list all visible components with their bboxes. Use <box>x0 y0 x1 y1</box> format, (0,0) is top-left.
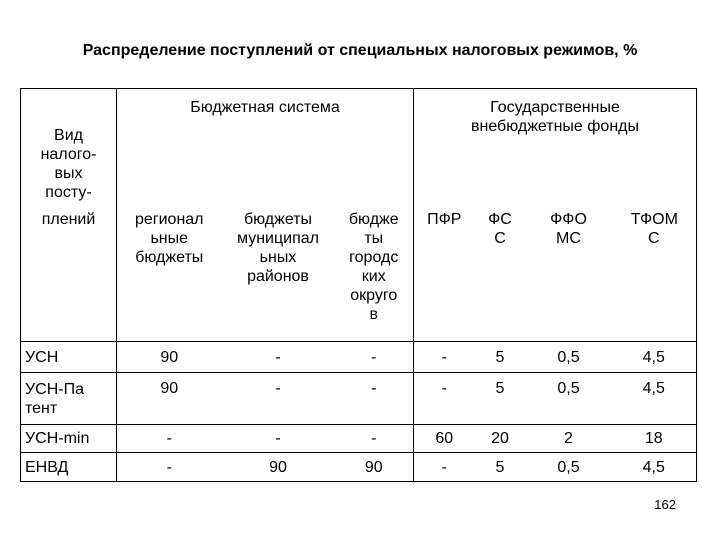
table-cell: - <box>335 425 414 453</box>
table-row <box>21 453 697 482</box>
table-cell: - <box>222 425 335 453</box>
table-cell: - <box>222 342 335 373</box>
col-header-fss: ФС С <box>475 206 526 342</box>
table-cell: - <box>335 373 414 425</box>
table-cell: - <box>117 425 222 453</box>
table-row <box>21 373 697 425</box>
table-row <box>21 425 697 453</box>
col-header-municipal: бюджеты муниципал ьных районов <box>222 206 335 342</box>
extrabudgetary-funds-header: Государственные внебюджетные фонды <box>414 89 697 206</box>
table-cell: 90 <box>117 342 222 373</box>
table-cell: 0,5 <box>526 373 612 425</box>
row-header-label: Вид налого-вых посту- <box>40 126 97 201</box>
page-title: Распределение поступлений от специальных налоговых режимов, % <box>82 42 638 59</box>
table-cell: 4,5 <box>612 453 697 482</box>
col-header-tfoms: ТФОМ С <box>612 206 697 342</box>
row-label: УСН <box>21 342 117 373</box>
table-cell: 4,5 <box>612 373 697 425</box>
table-cell: 0,5 <box>526 342 612 373</box>
col-header-regional: регионал ьные бюджеты <box>117 206 222 342</box>
table-row <box>21 342 697 373</box>
table-cell: 60 <box>414 425 475 453</box>
row-label: УСН-Патент <box>25 380 84 417</box>
row-label: УСН-min <box>21 425 117 453</box>
table-cell: - <box>222 373 335 425</box>
table-cell: - <box>117 453 222 482</box>
table-cell: 18 <box>612 425 697 453</box>
table-cell: 5 <box>475 373 526 425</box>
table-cell: - <box>414 453 475 482</box>
col-header-city-districts: бюдже ты городс ких округо в <box>335 206 414 342</box>
table-cell: - <box>414 373 475 425</box>
table-cell: 5 <box>475 342 526 373</box>
col-header-ffoms: ФФО МС <box>526 206 612 342</box>
row-label: ЕНВД <box>21 453 117 482</box>
table-cell: 5 <box>475 453 526 482</box>
table-cell: 90 <box>117 373 222 425</box>
row-header-cell <box>21 89 117 206</box>
table-cell: 20 <box>475 425 526 453</box>
table-cell: 4,5 <box>612 342 697 373</box>
table-cell: 2 <box>526 425 612 453</box>
table-cell: - <box>335 342 414 373</box>
col-header-pfr: ПФР <box>414 206 475 342</box>
page-number: 162 <box>654 497 676 512</box>
tax-distribution-table <box>20 88 697 482</box>
table-cell: - <box>414 342 475 373</box>
table-cell: 90 <box>335 453 414 482</box>
table-cell: 90 <box>222 453 335 482</box>
row-header-cell-cont: плений <box>21 206 117 342</box>
budget-system-header: Бюджетная система <box>117 89 414 206</box>
table-cell: 0,5 <box>526 453 612 482</box>
